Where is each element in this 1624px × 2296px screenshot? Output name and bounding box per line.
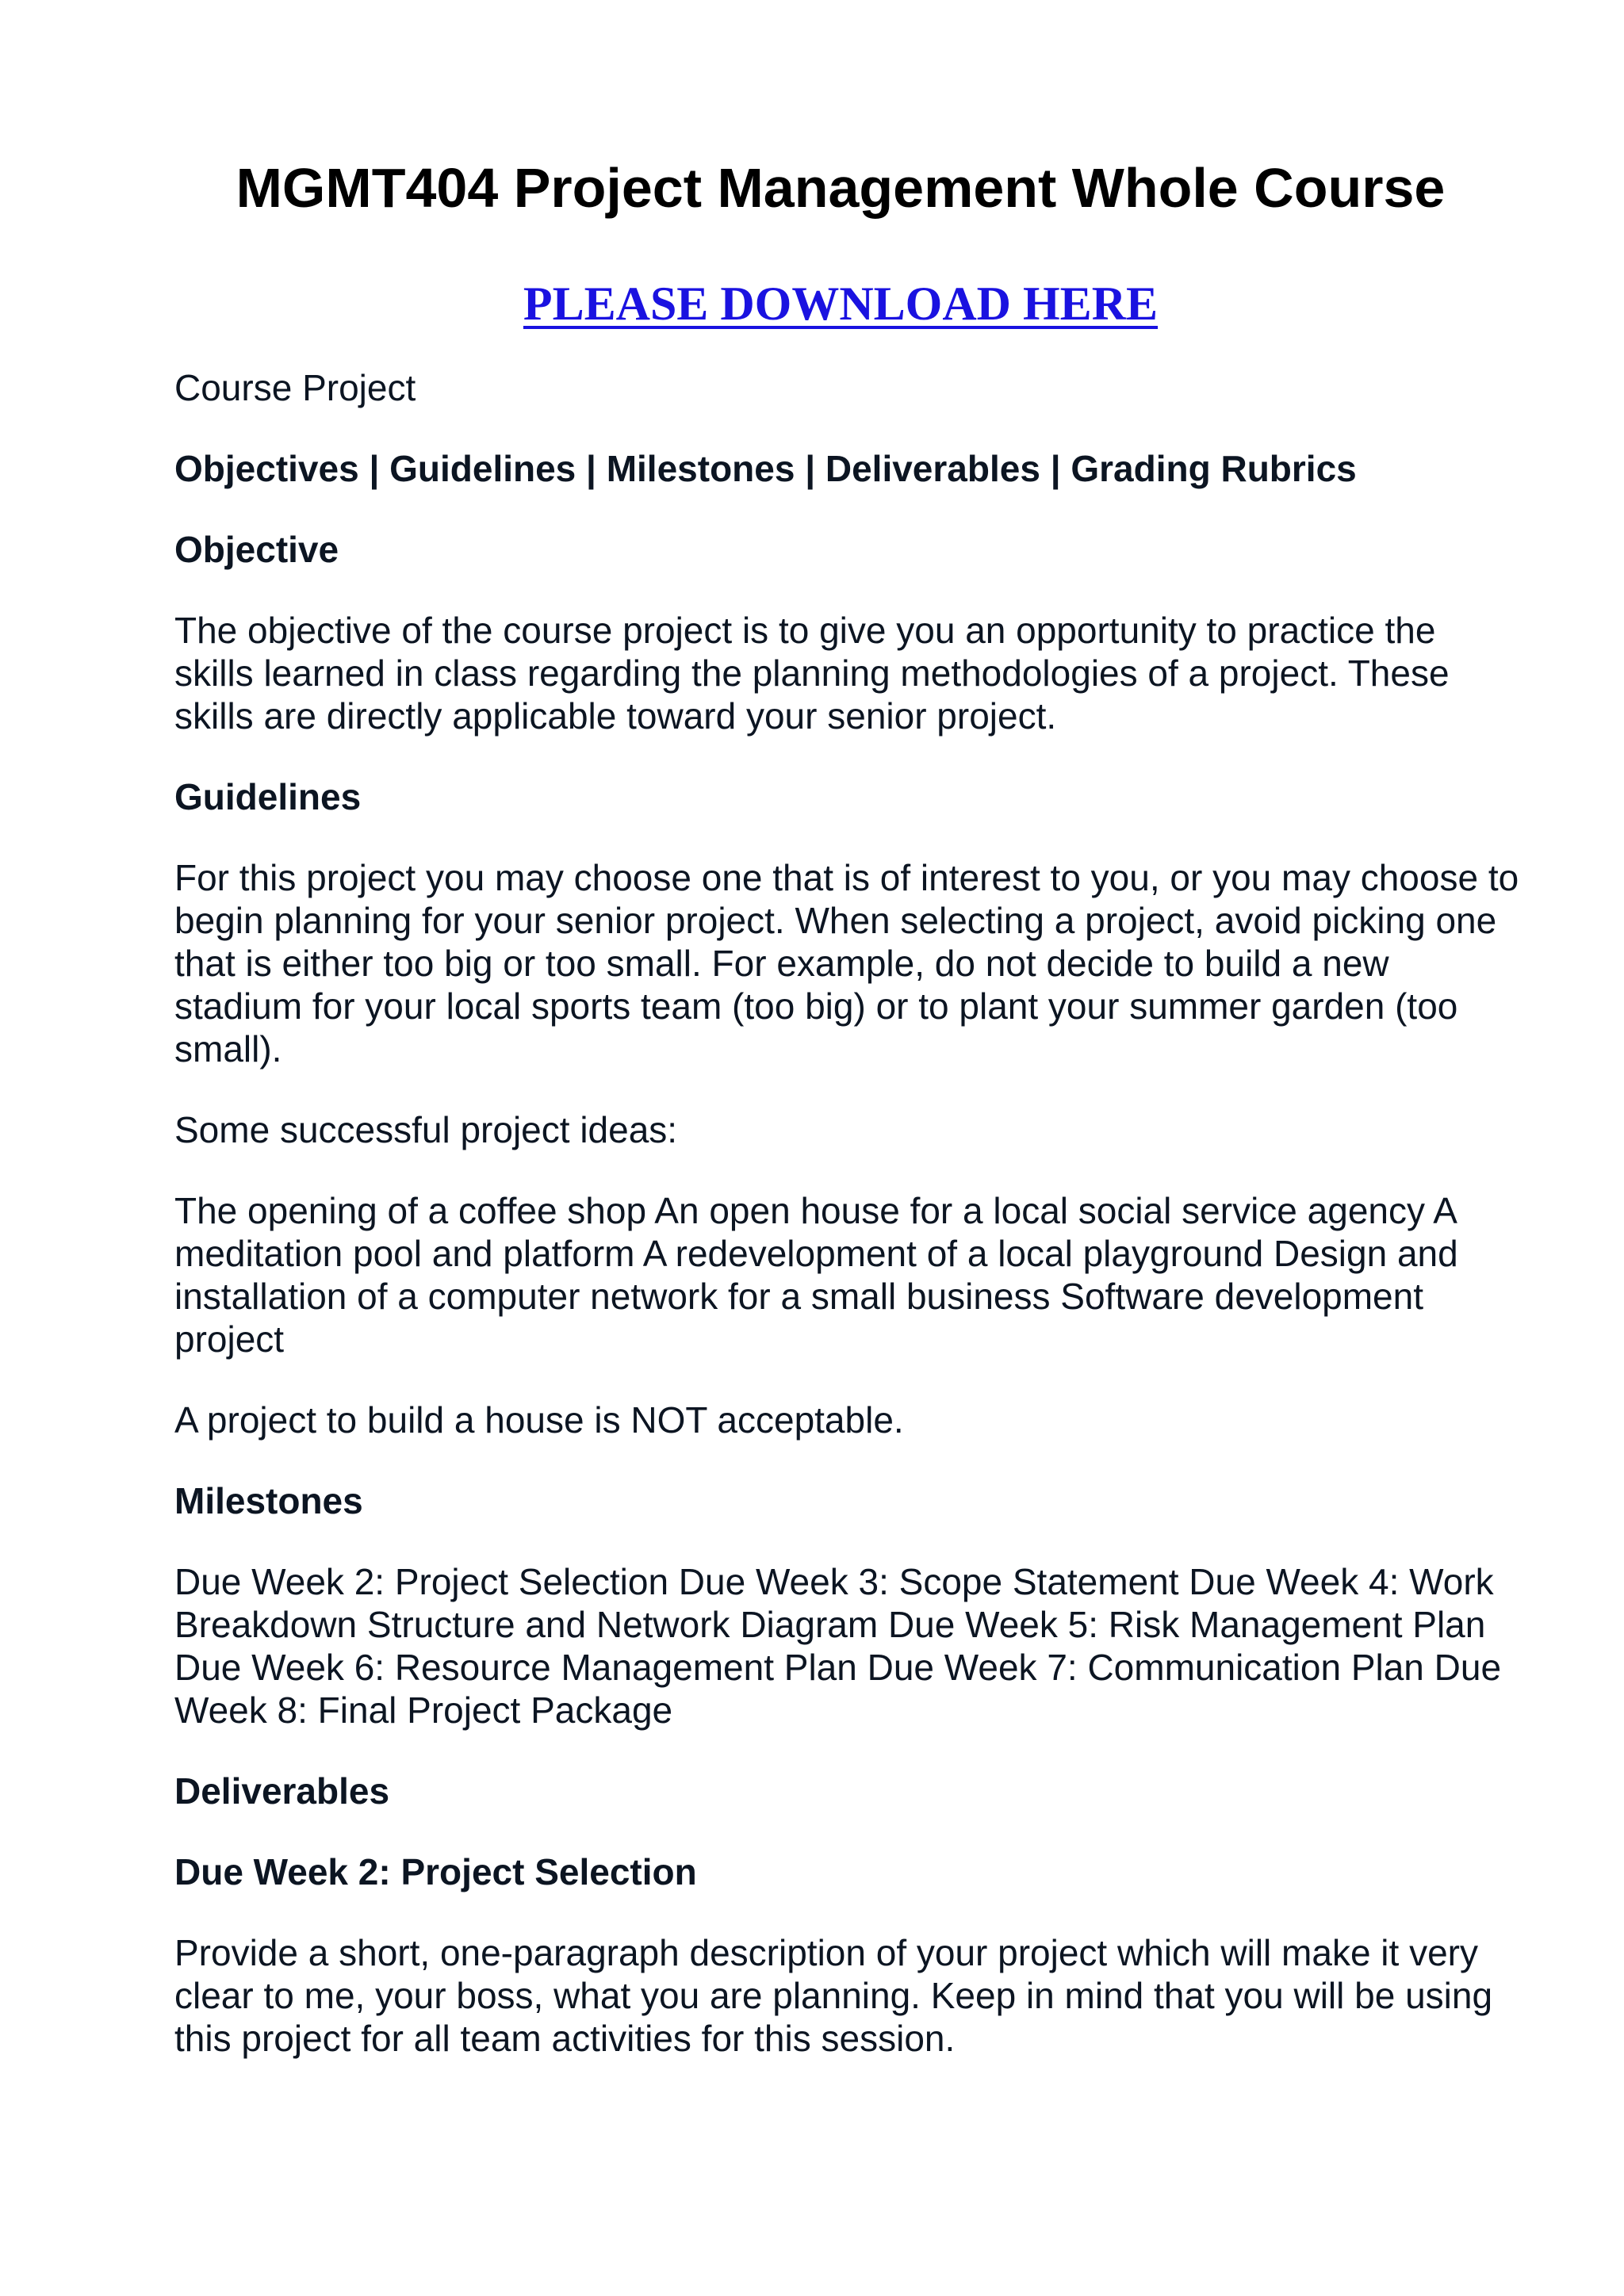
heading-objective: Objective: [174, 529, 339, 570]
objective-paragraph: The objective of the course project is to give you an opportunity to practice the skills learned in class regarding the planning methodologies of a project. These skills are directly applicable toward your senior project.: [174, 610, 1450, 737]
heading-deliverables: Deliverables: [174, 1770, 390, 1812]
heading-guidelines: Guidelines: [174, 776, 362, 817]
house-not-acceptable: A project to build a house is NOT acceptable.: [174, 1399, 904, 1441]
project-ideas-paragraph: The opening of a coffee shop An open house for a local social service agency A meditation pool and platform A redevelopment of a local playground Design and installation of a computer network for a small business Software development project: [174, 1190, 1458, 1360]
project-ideas-intro: Some successful project ideas:: [174, 1109, 678, 1150]
week2-paragraph: Provide a short, one-paragraph description of your project which will make it very clear to me, your boss, what you are planning. Keep in mind that you will be using this project for all team activities for this session.: [174, 1932, 1493, 2059]
heading-milestones: Milestones: [174, 1480, 363, 1521]
guidelines-paragraph: For this project you may choose one that is of interest to you, or you may choose to begin planning for your senior project. When selecting a project, avoid picking one that is either too big or too small. For example, do not decide to build a new stadium for your local sports team (too big) or to plant your summer garden (too small).: [174, 857, 1519, 1070]
download-link[interactable]: PLEASE DOWNLOAD HERE: [523, 277, 1159, 330]
document-title: MGMT404 Project Management Whole Course: [236, 157, 1446, 219]
section-index: Objectives | Guidelines | Milestones | Deliverables | Grading Rubrics: [174, 448, 1357, 489]
heading-week2: Due Week 2: Project Selection: [174, 1851, 697, 1892]
document-body: [174, 366, 1522, 2098]
milestones-paragraph: Due Week 2: Project Selection Due Week 3: Scope Statement Due Week 4: Work Breakdown Structure and Network Diagram Due Week 5: Risk Management Plan Due Week 6: Resource Management Plan Due Week 7: Communication Plan Due Week 8: Final Project Package: [174, 1561, 1502, 1731]
course-project-label: Course Project: [174, 367, 416, 408]
